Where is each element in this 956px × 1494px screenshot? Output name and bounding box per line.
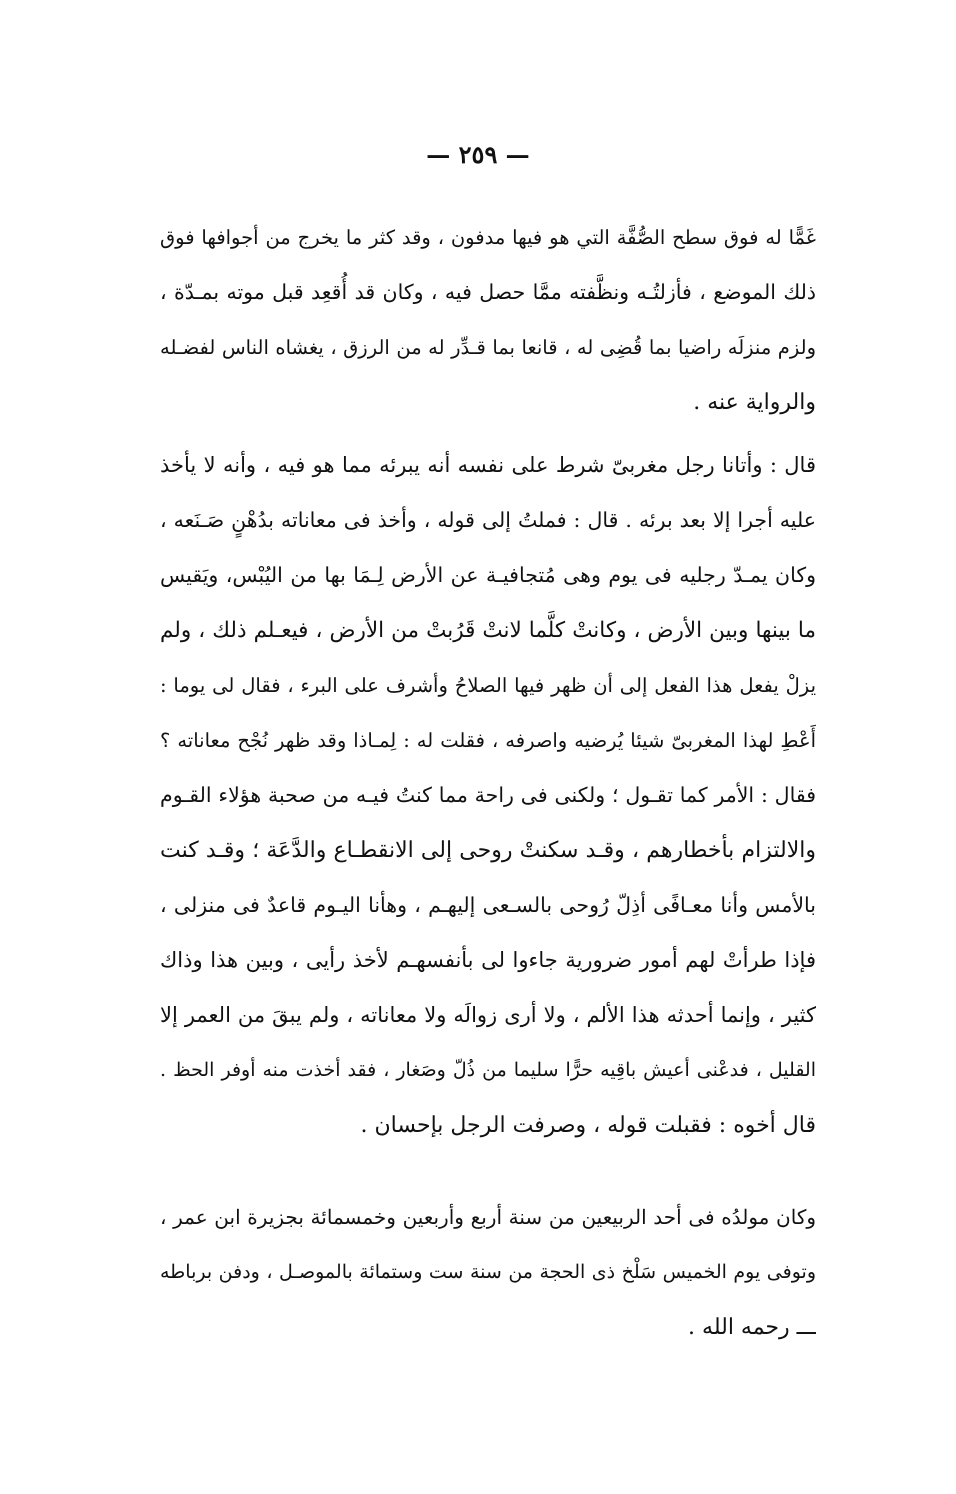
text-line: أَعْطِ لهذا المغربىّ شيئا يُرضيه واصرفه ، فقلت له : لِمـاذا وقد ظهر نُجْح معاناته ؟ [160,729,816,752]
text-line: وتوفى يوم الخميس سَلْخ ذى الحجة من سنة ست وستمائة بالموصـل ، ودفن برباطه [160,1261,816,1283]
text-line: القليل ، فدعْنى أعيش باقِيه حرًّا سليما من ذُلّ وصَغار ، فقد أخذت منه أوفر الحظ . [160,1059,816,1081]
text-line: والرواية عنه . [693,390,816,415]
text-line: وكان مولدُه فى أحد الربيعين من سنة أربع وأربعين وخمسمائة بجزيرة ابن عمر ، [160,1205,816,1229]
paragraph-2 [160,438,816,1153]
text-line: عليه أجرا إلا بعد برئه . قال : فملتُ إلى قوله ، وأخذ فى معاناته بدُهْنٍ صَـنَعه ، [160,508,816,532]
text-line: يزلْ يفعل هذا الفعل إلى أن ظهر فيها الصلاحُ وأشرف على البرء ، فقال لى يوما : [160,674,816,697]
paragraph-1 [160,210,816,430]
text-line: كثير ، وإنما أحدثه هذا الألم ، ولا أرى زوالَه ولا معاناته ، ولم يبقَ من العمر إلا [160,1003,816,1027]
paragraph-3 [160,1190,816,1355]
text-line: بالأمس وأنا معـافًى أذِلّ رُوحى بالسـعى إليهـم ، وهأنا اليـوم قاعدٌ فى منزلى ، [160,893,816,917]
text-line: والالتزام بأخطارهم ، وقـد سكنتْ روحى إلى الانقطـاع والدَّعَة ؛ وقـد كنت [160,838,816,863]
text-line: قال : وأتانا رجل مغربىّ شرط على نفسه أنه يبرئه مما هو فيه ، وأنه لا يأخذ [160,453,816,477]
text-line: وكان يمـدّ رجليه فى يوم وهى مُتجافيـة عن الأرض لِـمَا بها من اليُبْس، ويَقيس [160,563,816,587]
text-line: قال أخوه : فقبلت قوله ، وصرفت الرجل بإحسان . [360,1113,816,1138]
text-line: غَمًّا له فوق سطح الصُّفَّة التي هو فيها مدفون ، وقد كثر ما يخرج من أجوافها فوق [160,226,816,249]
text-line: ما بينها وبين الأرض ، وكانتْ كلَّما لانتْ قَرُبتْ من الأرض ، فيعـلم ذلك ، ولم [160,618,816,643]
page-number: — ٢٥٩ — [426,140,530,169]
text-line: فإذا طرأتْ لهم أمور ضرورية جاءوا لى بأنفسهـم لأخذ رأيى ، وبين هذا وذاك [160,948,816,972]
text-line: فقال : الأمر كما تقـول ؛ ولكنى فى راحة مما كنتُ فيـه من صحبة هؤلاء القـوم [160,783,816,807]
text-line: ذلك الموضع ، فأزلتُـه ونظَّفته ممَّا حصل فيه ، وكان قد أُقعِد قبل موته بمـدّة ، [160,280,816,304]
text-line: ـــ رحمه الله . [688,1315,816,1340]
text-line: ولزم منزلَه راضيا بما قُضِى له ، قانعا بما قـدِّر له من الرزق ، يغشاه الناس لفضـله [160,336,816,359]
